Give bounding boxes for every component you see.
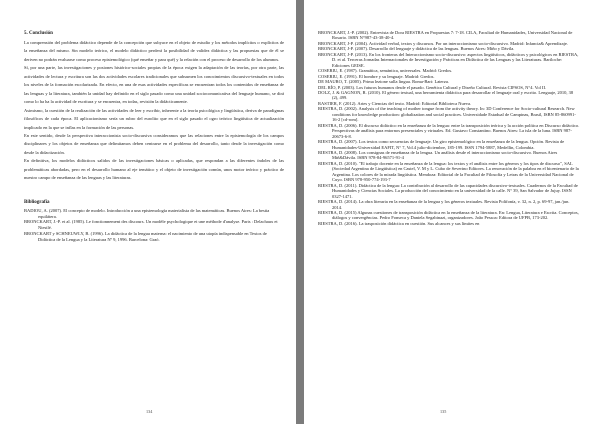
paragraph: En definitiva, los modelos didácticos salidos de las investigaciones básicas o aplicadas, que respondan a las diferentes índoles de las problemáticas abordadas, pero en el desarrollo humano al eje temático y el objeto de investigación común, unos motor teórico y práctico de nuestro campo de enseñanza de las lenguas y las literaturas. xyxy=(24,158,284,181)
reference-entry: BRONCKART, J-P. (2007). Desarrollo del lenguaje y didáctica de las lenguas. Buenos Aires: Miño y Dávila. xyxy=(318,46,515,52)
reference-entry: RIESTRA, D. (2007). Los textos como secuencias de lenguaje. Un giro epistemológico en la enseñanza de la lengua. Opción. Revista de Humanidades-Universidad EAFIT, N° 7, Vol.4 julio-diciembre, 185-199. ISSN 1794-5887, Medellín, Colombia. xyxy=(318,139,565,150)
reference-entry: RIESTRA, D. (2010). "El trabajo docente en la enseñanza de la lengua: los textos y el análisis entre los géneros y los tipos de discurso", SAL (Sociedad Argentina de Lingüística) en Castel, V. M y L. Cubo de Severino Editores. La renovación de la palabra en el bicentenario de la Argentina. Los colores de la mirada lingüística. Mendoza: Editorial de la Facultad de Filosofía y Letras de la Universidad Nacional de Cuyo. ISBN 978-950-774-193-7 xyxy=(318,160,579,183)
reference-entry: BRONCKART y SCHNEUWLY, B. (1996). La didáctica de la lengua materna: el nacimiento de una utopía indispensable en Textos de Didáctica de la Lengua y la Literatura Nº 9, 1996. Barcelona: Graó. xyxy=(24,231,267,242)
reference-entry: RIESTRA, D. (2015) Algunas cuestiones de transposición didáctica en la enseñanza de la literatura. En: Lengua, Literatura e Escrita. Conceptos, diálogos y convergências. Pedro Fonseca y Daniela Segabinazi, organizadores. João Pessoa: Editora de UFPB, 173-202. xyxy=(318,209,579,221)
left-page xyxy=(0,0,296,424)
reference-entry: RASTIER, F. (2012). Artes y Ciencias del texto. Madrid: Editorial Biblioteca Nueva. xyxy=(318,100,472,106)
reference-entry: RIESTRA, D. (2006). El discurso didáctico en la enseñanza de la lengua: entre la transposición teórica y la acción política en Discurso didáctico. Perspectivas de análisis para entornos presenciales y virtuales. Ed. Gustavo Constantino. Buenos Aires: La isla de la luna. ISBN 987-20673-6-8. xyxy=(318,122,580,139)
bibliography-title: Bibliografía xyxy=(24,199,50,205)
reference-entry: RIESTRA, D. (2014). La obra literaria en la enseñanza de la lengua y los géneros textuales. Revista Polifonía, v. 32, n. 2, p. 69-97, jan./jun. 2014. xyxy=(318,199,570,210)
section-title: 5. Conclusión xyxy=(24,31,53,36)
paragraph: Asimismo, la cuestión de la realización de las actividades de leer y escribir, inherente a la teoría psicológica y lingüística, deriva de paradigmas filosóficos de cada época. El aplicacionismo sería un rubro del eurolito que en el siglo pasado el ogro teórico lingüística de actualización implicado en la que se inflas en la formación de las personas. xyxy=(24,107,284,130)
reference-entry: DEL RÍO, P. (2003). Los futuros humanos desde el pasado. Genética Cultural y Diseño Cultural. Revista CIPSOS, N°4. Vol II. xyxy=(318,84,547,90)
right-page xyxy=(304,0,600,424)
reference-entry: BADIOU, A. (2007). El concepto de modelo. Introducción a una epistemología materialista de las matemáticas. Buenos Aires: La bestia equilátera. xyxy=(24,207,270,219)
page-number: 134 xyxy=(146,409,153,414)
paragraph: Sí, por una parte, las investigaciones y posiones histórico-sociales propias de la época exigen la adaptación de las teorías, por otra parte, las actividades de lectura y escritura son las dos actividades escolares tradicionales que subsumen los conocimientos discursivo-textuales en todos los niveles de la formación escolarizada. En efecto, en una de esas actividades específicas se encuentran todos los contenidos de enseñanza de las lenguas y la literatura, también la unidad hay definido en el siglo pasado como una unidad sociocomunicativa del lenguaje humano, se dirá como lo ha ha la actividad de escritura y se encuentra, en todas, revisión la didácticamente. xyxy=(24,65,284,105)
reference-entry: RIESTRA, D. (2011). Didáctica de la lengua: La contribución al desarrollo de las capacidades discursivo-textuales. Cuadernos de la Facultad de Humanidades y Ciencias Sociales. La producción del conocimiento en la universidad de la calle. N° 39, San Salvador de Jujuy. ISSN 0327-1471. xyxy=(318,182,578,199)
paragraph: En este sentido, desde la perspectiva interaccionista socio-discursiva consideramos que las relaciones entre la epistemología de los campos disciplinares y los objetos de enseñanza que delimitamos deben centrarse en el problema del desarrollo, tanto desde la investigación como desde la didactización. xyxy=(24,132,284,155)
page-number: 135 xyxy=(440,409,447,414)
reference-entry: COSERIU, E. (1991). El hombre y su lenguaje. Madrid: Gredos. xyxy=(318,73,435,79)
reference-entry: BRONCKART, J-P. (2013). En los fronteras del Interaccionismo socio-discursivo: aspectos lingüísticos, didácticos y psicológicos en RIESTRA, D. et al. Terceras Jornadas Internacionales de Investigación y Prácticas en Didáctica de las Lenguas y las Literaturas. Bariloche: Ediciones GEISE. xyxy=(318,51,579,68)
reference-entry: BRONCKART, J.-P. (2002). Entrevista de Dora RIESTRA en Propuestas 7: 7-18. CILA, Facultad de Humanidades, Universidad Nacional de Rosario. ISBN N°987-43-38-40-4. xyxy=(318,30,573,41)
reference-entry: BRONCKART, J-P. (2004). Actividad verbal, textos y discursos. Por un interaccionismo socio-discursivo. Madrid: Infancia& Aprendizaje. xyxy=(318,40,568,46)
reference-entry: COSERIU, E. (1987). Gramática, semántica, universales. Madrid: Gredos. xyxy=(318,68,453,74)
reference-entry: DOLZ, J. & GAGNON, R. (2010). El género textual, una herramienta didáctica para desarrollar el lenguaje oral y escrito. Lenguaje, 2010, 38 (2), 499. xyxy=(318,89,574,101)
paragraph: La comprensión del problema didáctico depende de la concepción que subyace en el objeto de estudio y los métodos implícitos o explícitos de la enseñanza del mismo. Sin modelo teórico, el modelo didáctico perderá la posibilidad de validez didáctica y las propuestas que de él se deriven no podrán evaluarse como proceso epistemológico (qué enseñar y para qué) y la relación con el proceso de desarrollo de los alumnos. xyxy=(24,40,284,62)
book-gutter xyxy=(296,0,304,424)
reference-entry: RIESTRA, D. (2002). Analysis of the teaching of mother tongue from the activity theory. In: 3D Conference for Socio-cultural Research. New conditions for knowledge production: globalization and social practices. Universidade Estadual de Campinas, Brasil, ISBN 85-860991-16-2 [cd-rom]. xyxy=(318,106,576,123)
reference-entry: BRONCKART, J.-P. et al. (1985). Le fonctionnement des discours. Un modèle psychologique et une méthode d'analyse. Paris : Delachaux et Niestlé. xyxy=(24,219,278,231)
reference-entry: RIESTRA, D. (2016). La trasposición didáctica en cuestión. Sus alcances y sus límites en xyxy=(318,220,480,226)
reference-entry: RIESTRA, D. (2008). Los consignas de enseñanza de la lengua. Un análisis desde el interaccionismo socio-discursivo. Buenos Aires Miñ&Dávila. ISBN 978-84-96571-91-4 xyxy=(318,149,558,161)
reference-entry: DE MAURO, T. (2005). Prima lezione sulla lingua. Roma-Bari: Laterza. xyxy=(318,79,450,85)
